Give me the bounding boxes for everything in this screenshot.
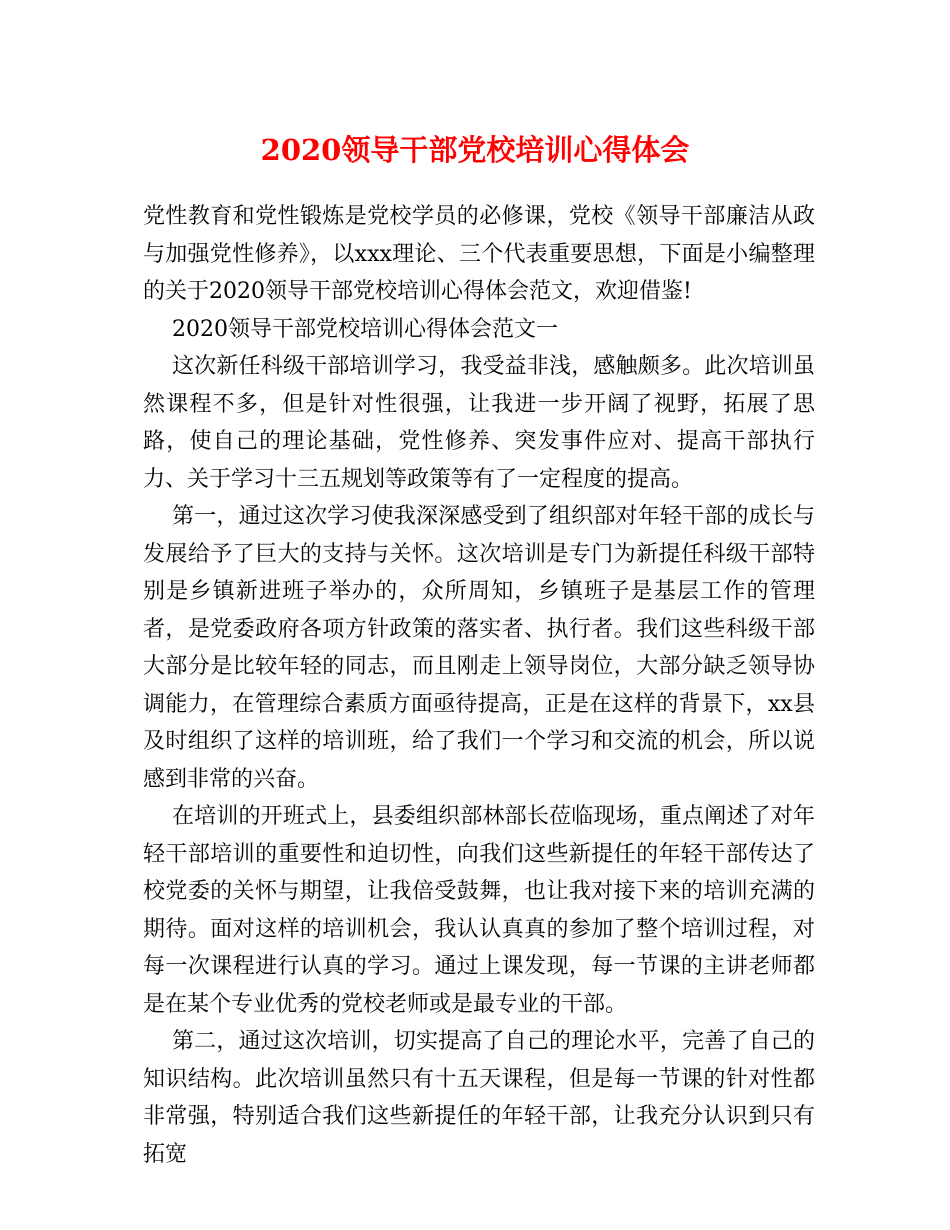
body-paragraph: 第一，通过这次学习使我深深感受到了组织部对年轻干部的成长与发展给予了巨大的支持与关怀。这次培训是专门为新提任科级干部特别是乡镇新进班子举办的，众所周知，乡镇班子是基层工作的管理者，是党委政府各项方针政策的落实者、执行者。我们这些科级干部大部分是比较年轻的同志，而且刚走上领导岗位，大部分缺乏领导协调能力，在管理综合素质方面亟待提高，正是在这样的背景下，xx县及时组织了这样的培训班，给了我们一个学习和交流的机会，所以说感到非常的兴奋。 xyxy=(143,504,815,792)
document-body xyxy=(143,198,815,1173)
body-paragraph: 第二，通过这次培训，切实提高了自己的理论水平，完善了自己的知识结构。此次培训虽然只有十五天课程，但是每一节课的针对性都非常强，特别适合我们这些新提任的年轻干部，让我充分认识到只有拓宽 xyxy=(143,1029,815,1167)
intro-paragraph: 党性教育和党性锻炼是党校学员的必修课，党校《领导干部廉洁从政与加强党性修养》，以xxx理论、三个代表重要思想，下面是小编整理的关于2020领导干部党校培训心得体会范文，欢迎借鉴! xyxy=(143,204,815,304)
document-title: 2020领导干部党校培训心得体会 xyxy=(260,133,690,167)
section-heading: 2020领导干部党校培训心得体会范文一 xyxy=(172,316,558,342)
body-paragraph: 在培训的开班式上，县委组织部林部长莅临现场，重点阐述了对年轻干部培训的重要性和迫切性，向我们这些新提任的年轻干部传达了校党委的关怀与期望，让我倍受鼓舞，也让我对接下来的培训充满的期待。面对这样的培训机会，我认认真真的参加了整个培训过程，对每一次课程进行认真的学习。通过上课发现，每一节课的主讲老师都是在某个专业优秀的党校老师或是最专业的干部。 xyxy=(143,804,815,1017)
body-paragraph: 这次新任科级干部培训学习，我受益非浅，感触颇多。此次培训虽然课程不多，但是针对性很强，让我进一步开阔了视野，拓展了思路，使自己的理论基础，党性修养、突发事件应对、提高干部执行力、关于学习十三五规划等政策等有了一定程度的提高。 xyxy=(143,354,815,492)
